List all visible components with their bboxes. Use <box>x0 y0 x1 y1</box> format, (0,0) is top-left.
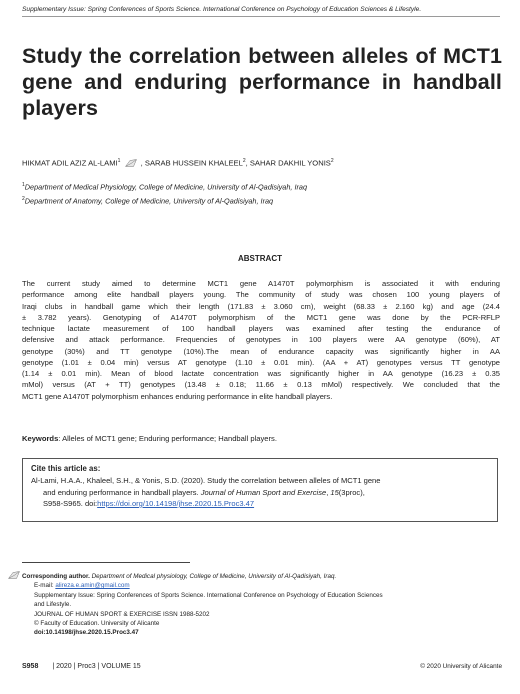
affiliation-marker: 1 <box>22 182 25 188</box>
email-label: E-mail: <box>34 582 56 590</box>
title-line: gene and enduring performance in handball <box>22 70 502 94</box>
copyright-line: © Faculty of Education. University of Alicante <box>34 620 160 628</box>
keywords-text: : Alleles of MCT1 gene; Enduring performance; Handball players. <box>58 434 277 443</box>
abstract-line: genotype (30%) and TT genotype (10%).The mean of endurance capacity was significantly higher in AA <box>22 346 500 356</box>
abstract-line: defensive and attack performance. Frequencies of genotypes in 100 players were AA genotype (60%), AT <box>22 335 500 345</box>
citation-line: Al-Lami, H.A.A., Khaleel, S.H., & Yonis, S.D. (2020). Study the correlation between alleles of MCT1 gene <box>31 476 381 485</box>
envelope-icon <box>8 571 20 579</box>
abstract-line: The current study aimed to determine MCT1 gene A1470T polymorphism is associated it with enduring <box>22 279 500 288</box>
footnote-divider <box>22 562 190 563</box>
supplementary-line: Supplementary Issue: Spring Conferences of Sports Science. International Conference on Psychology of Education Sciences <box>34 591 383 599</box>
volume-number: 15 <box>330 487 339 497</box>
issue-info: | 2020 | Proc3 | VOLUME 15 <box>52 663 141 670</box>
affiliation-text: Department of Anatomy, College of Medicine, University of Al-Qadisiyah, Iraq <box>24 196 274 206</box>
citation-segment: and enduring performance in handball players. <box>43 487 201 497</box>
footer-copyright: © 2020 University of Alicante <box>420 663 502 670</box>
footnotes <box>22 571 502 638</box>
keywords-label: Keywords <box>22 434 59 443</box>
title-line: players <box>22 96 99 120</box>
corresponding-affiliation: Department of Medical physiology, College of Medicine, University of Al-Qadisiyah, Iraq. <box>89 573 337 580</box>
author-list <box>22 156 502 169</box>
abstract-text <box>22 278 500 402</box>
affiliation-marker: 2 <box>242 158 246 164</box>
citation-segment: , <box>326 487 331 497</box>
affiliation-2 <box>22 196 502 205</box>
affiliation-marker: 2 <box>330 158 334 164</box>
envelope-icon[interactable] <box>125 159 137 167</box>
keywords <box>22 434 500 443</box>
abstract-line: Iraqi clubs in handball game which their length (171.83 ± 3.060 cm), weight (68.33 ± 2.160 kg) and age (24.4 <box>22 301 500 311</box>
citation-line <box>31 487 489 499</box>
abstract-heading: ABSTRACT <box>238 254 282 263</box>
issue-number: (3proc), <box>338 487 365 497</box>
abstract-line: ± 3.782 years). Genotyping of A1470T polymorphism of the MCT1 gene was done by the PCR-RFLP <box>22 312 500 322</box>
page-footer <box>22 663 502 670</box>
author-separator: , <box>138 158 145 168</box>
supplementary-line: and Lifestyle. <box>34 601 72 609</box>
doi-line: doi:10.14198/jhse.2020.15.Proc3.47 <box>34 629 139 637</box>
abstract-line: MCT1 gene A1470T polymorphism enhances enduring performance in elite handball players. <box>22 391 333 401</box>
author-separator: , <box>245 158 250 168</box>
abstract-line: performance among elite handball players young. The community of study was chosen 100 young players of <box>22 290 500 300</box>
email-line <box>22 581 502 590</box>
abstract-line: technique lactate measurement of 100 handball players was examined after testing the endurance of <box>22 324 500 333</box>
abstract-line: (1.14 ± 0.01 min). Mean of blood lactate concentration was significantly higher in AA genotype (16.23 ± 0.35 <box>22 369 500 378</box>
author-name: SARAB HUSSEIN KHALEEL <box>144 158 243 168</box>
page-number: S958 <box>22 663 39 670</box>
abstract-line: genotype (1.01 ± 0.04 min) versus AT genotype (1.10 ± 0.01 min). (AA + AT) genotypes versus TT genotype <box>22 357 500 367</box>
citation-text <box>31 475 489 510</box>
author-name: SAHAR DAKHIL YONIS <box>249 158 331 168</box>
affiliation-marker: 2 <box>22 196 25 202</box>
doi-link[interactable]: https://doi.org/10.14198/jhse.2020.15.Proc3.47 <box>97 499 255 508</box>
citation-box <box>22 458 498 522</box>
journal-name: Journal of Human Sport and Exercise <box>200 487 327 497</box>
author-name: HIKMAT ADIL AZIZ AL-LAMI <box>22 158 118 168</box>
citation-line <box>31 498 489 510</box>
email-link[interactable]: alireza.e.amin@gmail.com <box>55 582 130 590</box>
corresponding-label: Corresponding author. <box>22 573 90 580</box>
abstract-line: mMol) versus (AT + TT) genotypes (13.48 ± 0.18; 11.66 ± 0.13 mMol) respectively. We concluded that the <box>22 380 500 390</box>
journal-issn: JOURNAL OF HUMAN SPORT & EXERCISE ISSN 1988-5202 <box>34 610 210 618</box>
running-header: Supplementary Issue: Spring Conferences of Sports Science. International Conference on Psychology of Education Sciences & Lifestyle. <box>22 6 500 17</box>
title-line: Study the correlation between alleles of MCT1 <box>22 44 502 68</box>
affiliation-text: Department of Medical Physiology, College of Medicine, University of Al-Qadisiyah, Iraq <box>24 182 308 192</box>
affiliation-1 <box>22 182 502 191</box>
affiliation-marker: 1 <box>117 158 121 164</box>
citation-pages: S958-S965. doi: <box>43 499 98 508</box>
corresponding-author <box>22 571 502 581</box>
paper-title <box>22 43 502 121</box>
citation-label: Cite this article as: <box>31 464 101 473</box>
